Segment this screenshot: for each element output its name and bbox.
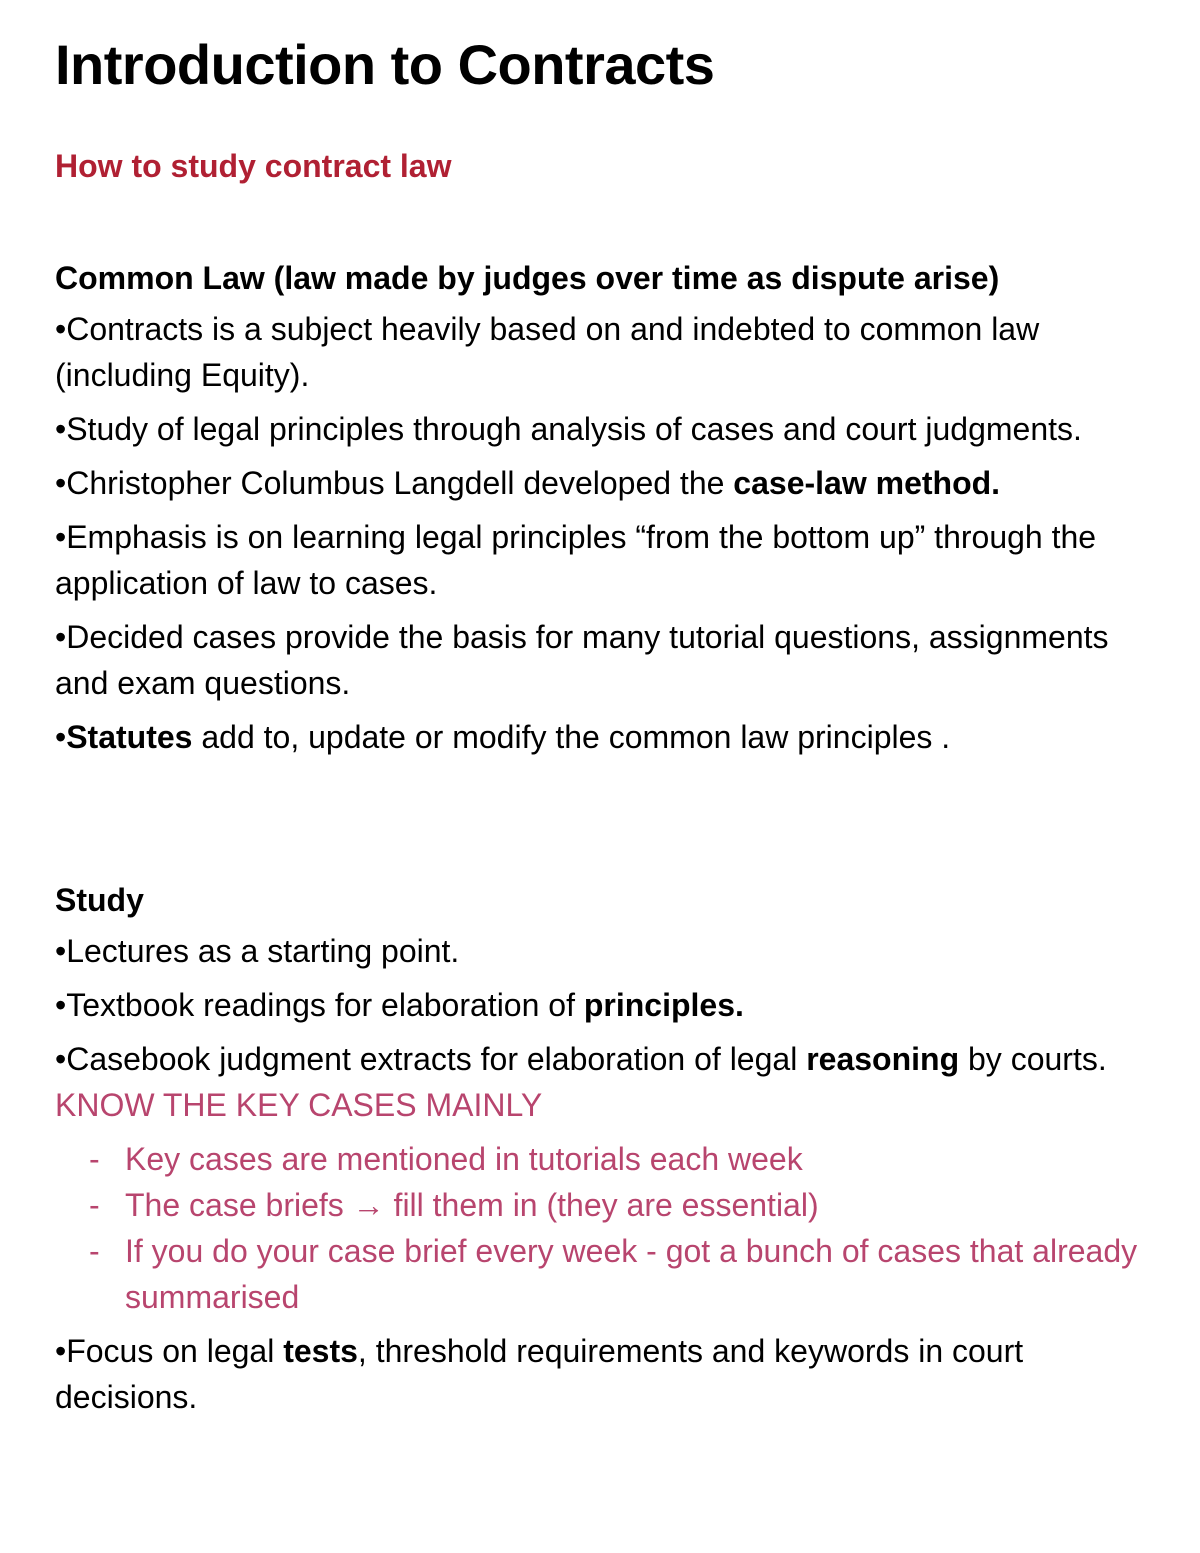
study-bullet-2: •Textbook readings for elaboration of principles. xyxy=(55,987,744,1023)
key-cases-note: KNOW THE KEY CASES MAINLY xyxy=(55,1087,543,1123)
common-law-bullet-5: •Decided cases provide the basis for many tutorial questions, assignments and exam questions. xyxy=(55,619,1109,701)
bullet-mark: • xyxy=(55,1333,67,1369)
sub-item: - Key cases are mentioned in tutorials each week xyxy=(55,1136,1155,1182)
bullet-mark: • xyxy=(55,987,67,1023)
common-law-bullet-4: •Emphasis is on learning legal principles “from the bottom up” through the application of law to cases. xyxy=(55,519,1097,601)
bullet-mark: • xyxy=(55,933,67,969)
bullet-mark: • xyxy=(55,619,67,655)
study-bullet-3: •Casebook judgment extracts for elaboration of legal reasoning by courts. KNOW THE KEY CASES MAINLY xyxy=(55,1041,1107,1123)
common-law-bullet-1: •Contracts is a subject heavily based on and indebted to common law (including Equity). xyxy=(55,311,1040,393)
common-law-bullet-2: •Study of legal principles through analysis of cases and court judgments. xyxy=(55,411,1082,447)
sub-item: - The case briefs → fill them in (they are essential) xyxy=(55,1182,1155,1228)
bullet-mark: • xyxy=(55,719,67,755)
dash-mark: - xyxy=(89,1141,100,1177)
common-law-heading: Common Law (law made by judges over time as dispute arise) xyxy=(55,260,1000,296)
study-heading: Study xyxy=(55,882,144,918)
bullet-mark: • xyxy=(55,411,67,447)
sub-item: - If you do your case brief every week - got a bunch of cases that already summarised xyxy=(55,1228,1155,1320)
study-section xyxy=(55,880,1155,1428)
common-law-bullet-6: •Statutes add to, update or modify the common law principles . xyxy=(55,719,951,755)
bullet-mark: • xyxy=(55,465,67,501)
study-bullet-4: •Focus on legal tests, threshold requirements and keywords in court decisions. xyxy=(55,1333,1024,1415)
case-law-method-term: case-law method. xyxy=(733,465,1001,501)
principles-term: principles. xyxy=(583,987,744,1023)
dash-mark: - xyxy=(89,1187,100,1223)
study-bullet-1: •Lectures as a starting point. xyxy=(55,933,460,969)
reasoning-term: reasoning xyxy=(806,1041,960,1077)
common-law-section xyxy=(55,258,1155,768)
common-law-bullet-3: •Christopher Columbus Langdell developed the case-law method. xyxy=(55,465,1001,501)
page-title: Introduction to Contracts xyxy=(55,33,715,96)
key-cases-sublist xyxy=(55,1136,1155,1320)
page-subtitle: How to study contract law xyxy=(55,148,452,184)
dash-mark: - xyxy=(89,1233,100,1269)
tests-term: tests xyxy=(283,1333,358,1369)
bullet-mark: • xyxy=(55,1041,67,1077)
bullet-mark: • xyxy=(55,311,67,347)
bullet-mark: • xyxy=(55,519,67,555)
statutes-term: Statutes xyxy=(66,719,193,755)
